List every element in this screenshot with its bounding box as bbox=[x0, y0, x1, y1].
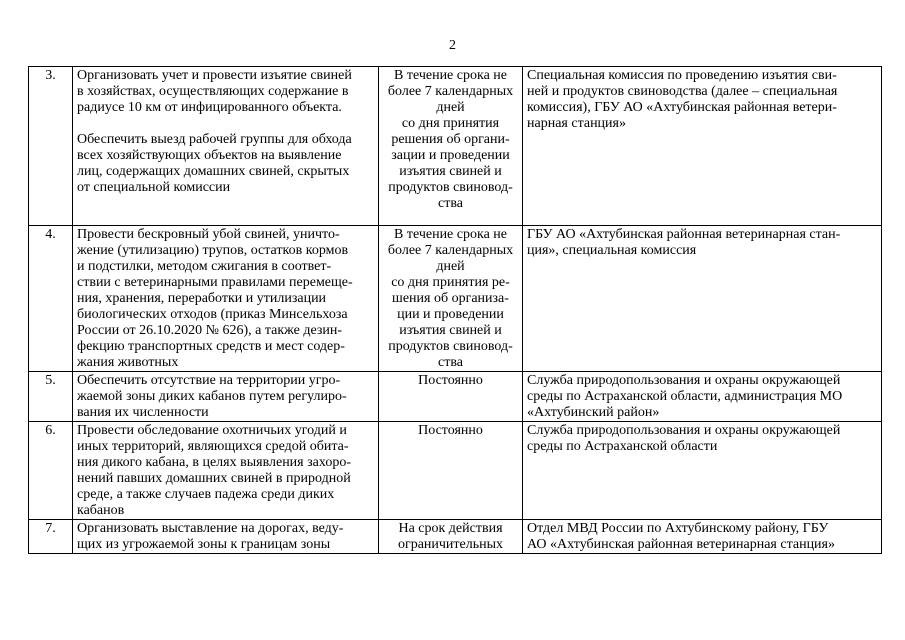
text-line: жания животных bbox=[77, 355, 179, 370]
deadline-cell bbox=[379, 372, 523, 422]
text-line: Обеспечить выезд рабочей группы для обхода bbox=[77, 132, 352, 147]
row-number: 6. bbox=[29, 422, 73, 520]
text-line: ГБУ АО «Ахтубинская районная ветеринарная стан- bbox=[527, 227, 841, 242]
text-line: шения об организа- bbox=[392, 291, 509, 306]
text-line: и подстилки, методом сжигания в соответ- bbox=[77, 259, 332, 274]
text-line: со дня принятия ре- bbox=[391, 275, 510, 290]
text-line: В течение срока не bbox=[394, 227, 507, 242]
table-row bbox=[29, 422, 882, 520]
text-line: На срок действия bbox=[398, 521, 503, 536]
text-line: ции и проведении bbox=[397, 307, 504, 322]
text-line: нарная станция» bbox=[527, 116, 626, 131]
table-row bbox=[29, 520, 882, 554]
paragraph-gap bbox=[77, 116, 374, 132]
measure-cell bbox=[73, 372, 379, 422]
text-line: щих из угрожаемой зоны к границам зоны bbox=[77, 537, 331, 552]
text-line: более 7 календарных bbox=[387, 243, 514, 258]
text-line: дней bbox=[436, 259, 465, 274]
page-number: 2 bbox=[449, 38, 456, 53]
text-line: со дня принятия bbox=[401, 116, 500, 131]
text-line: иных территорий, являющихся средой обита- bbox=[77, 439, 349, 454]
row-number: 7. bbox=[29, 520, 73, 554]
text-line: ней и продуктов свиноводства (далее – специальная bbox=[527, 84, 838, 99]
text-line: В течение срока не bbox=[394, 68, 507, 83]
text-line: Обеспечить отсутствие на территории угро- bbox=[77, 373, 341, 388]
text-line: ства bbox=[438, 196, 463, 211]
text-line: России от 26.10.2020 № 626), а также дезин- bbox=[77, 323, 343, 338]
text-line: дней bbox=[436, 100, 465, 115]
text-line: среды по Астраханской области, администрация МО bbox=[527, 389, 843, 404]
text-line: Специальная комиссия по проведению изъятия сви- bbox=[527, 68, 837, 83]
text-line: нений павших домашних свиней в природной bbox=[77, 471, 351, 486]
text-line: Постоянно bbox=[418, 423, 483, 438]
text-line: ния, хранения, переработки и утилизации bbox=[77, 291, 327, 306]
text-line: Служба природопользования и охраны окружающей bbox=[527, 373, 841, 388]
responsible-cell bbox=[523, 520, 882, 554]
text-line: Провести бескровный убой свиней, уничто- bbox=[77, 227, 340, 242]
deadline-cell bbox=[379, 67, 523, 226]
measure-cell bbox=[73, 520, 379, 554]
measure-cell bbox=[73, 67, 379, 226]
measures-table bbox=[28, 66, 882, 554]
responsible-cell bbox=[523, 226, 882, 372]
text-line: решения об органи- bbox=[391, 132, 510, 147]
text-line: жаемой зоны диких кабанов путем регулиро- bbox=[77, 389, 347, 404]
deadline-cell bbox=[379, 520, 523, 554]
text-line: от специальной комиссии bbox=[77, 180, 231, 195]
text-line: продуктов свиновод- bbox=[388, 339, 513, 354]
text-line: зации и проведении bbox=[391, 148, 510, 163]
text-line: изъятия свиней и bbox=[399, 323, 502, 338]
text-line: радиусе 10 км от инфицированного объекта. bbox=[77, 100, 342, 115]
text-line: изъятия свиней и bbox=[399, 164, 502, 179]
text-line: вания их численности bbox=[77, 405, 209, 420]
text-line: фекцию транспортных средств и мест содер- bbox=[77, 339, 345, 354]
text-line: ствии с ветеринарными правилами перемеще- bbox=[77, 275, 353, 290]
text-line: Организовать выставление на дорогах, веду- bbox=[77, 521, 344, 536]
text-line: более 7 календарных bbox=[387, 84, 514, 99]
text-line: среды по Астраханской области bbox=[527, 439, 718, 454]
text-line: ния дикого кабана, в целях выявления захоро- bbox=[77, 455, 351, 470]
deadline-cell bbox=[379, 226, 523, 372]
text-line: всех хозяйствующих объектов на выявление bbox=[77, 148, 342, 163]
text-line: жение (утилизацию) трупов, остатков кормов bbox=[77, 243, 349, 258]
responsible-cell bbox=[523, 67, 882, 226]
text-line: Служба природопользования и охраны окружающей bbox=[527, 423, 841, 438]
text-line: ограничительных bbox=[397, 537, 504, 552]
row-number: 3. bbox=[29, 67, 73, 226]
measure-cell bbox=[73, 422, 379, 520]
text-line: комиссия), ГБУ АО «Ахтубинская районная ветери- bbox=[527, 100, 837, 115]
table-row bbox=[29, 226, 882, 372]
responsible-cell bbox=[523, 372, 882, 422]
text-line: ства bbox=[438, 355, 463, 370]
table-row bbox=[29, 372, 882, 422]
row-number: 4. bbox=[29, 226, 73, 372]
text-line: биологических отходов (приказ Минсельхоза bbox=[77, 307, 348, 322]
text-line: продуктов свиновод- bbox=[388, 180, 513, 195]
text-line: Постоянно bbox=[418, 373, 483, 388]
text-line: Провести обследование охотничьих угодий и bbox=[77, 423, 347, 438]
text-line: Организовать учет и провести изъятие свиней bbox=[77, 68, 352, 83]
text-line: кабанов bbox=[77, 503, 125, 518]
text-line: лиц, содержащих домашних свиней, скрытых bbox=[77, 164, 350, 179]
table-row bbox=[29, 67, 882, 226]
text-line: Отдел МВД России по Ахтубинскому району, ГБУ bbox=[527, 521, 829, 536]
text-line: ция», специальная комиссия bbox=[527, 243, 697, 258]
measure-cell bbox=[73, 226, 379, 372]
text-line: АО «Ахтубинская районная ветеринарная станция» bbox=[527, 537, 835, 552]
responsible-cell bbox=[523, 422, 882, 520]
text-line: в хозяйствах, осуществляющих содержание в bbox=[77, 84, 349, 99]
row-number: 5. bbox=[29, 372, 73, 422]
text-line: «Ахтубинский район» bbox=[527, 405, 660, 420]
text-line: среде, а также случаев падежа среди диких bbox=[77, 487, 335, 502]
deadline-cell bbox=[379, 422, 523, 520]
